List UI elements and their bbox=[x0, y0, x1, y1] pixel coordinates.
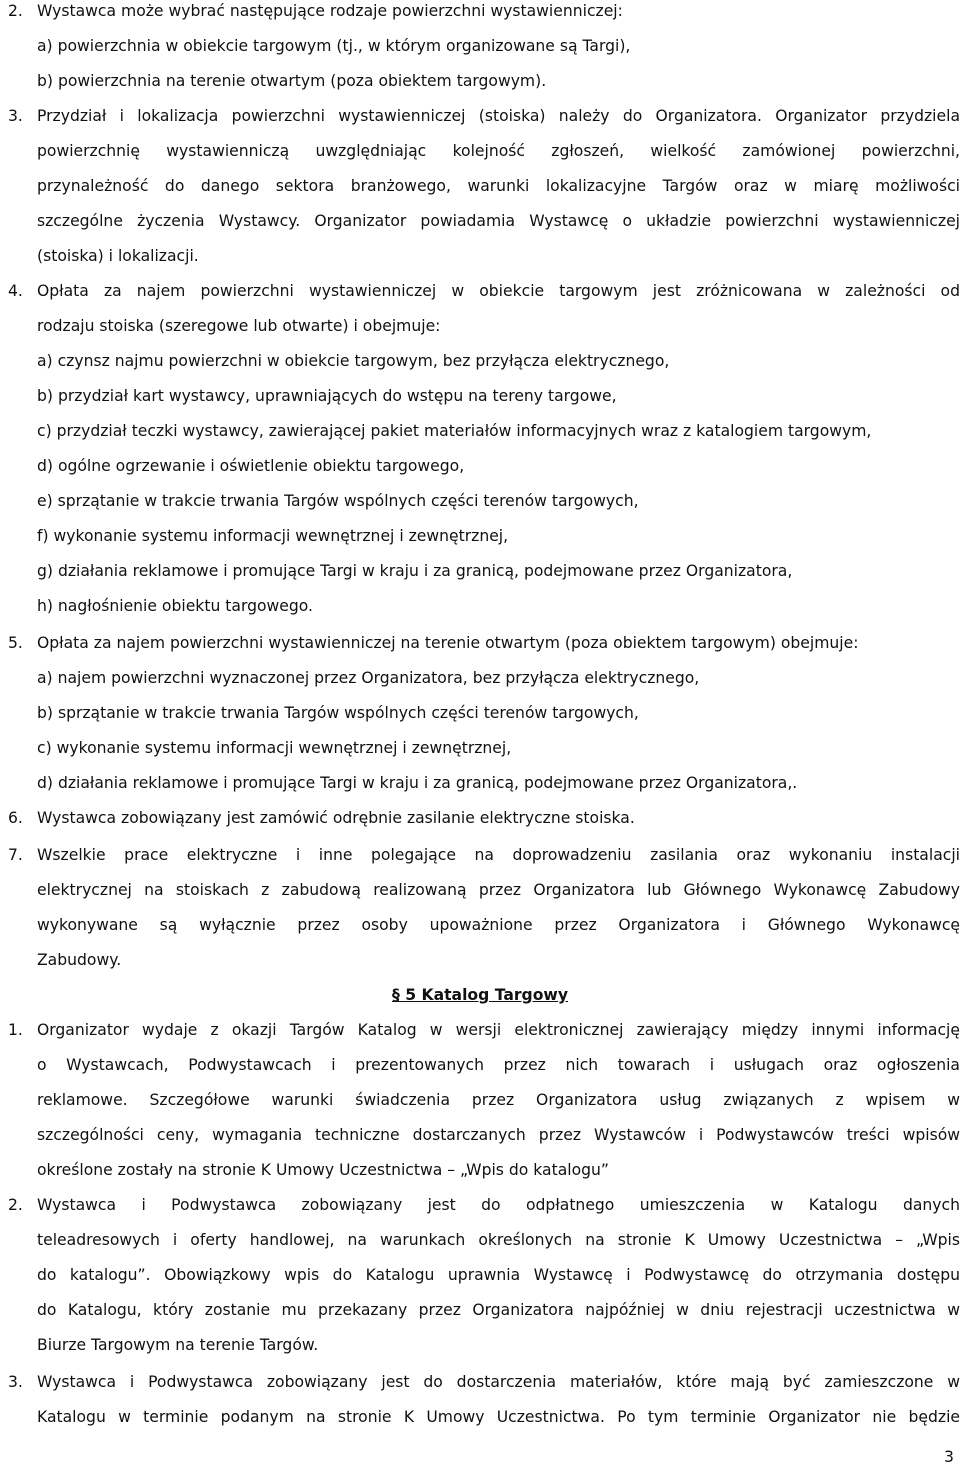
section-heading: § 5 Katalog Targowy bbox=[391, 986, 569, 1004]
item-line: a) najem powierzchni wyznaczonej przez Organizatora, bez przyłącza elektrycznego, bbox=[37, 669, 700, 687]
item-line: d) działania reklamowe i promujące Targi w kraju i za granicą, podejmowane przez Organizatora,. bbox=[37, 774, 798, 792]
item-line: b) przydział kart wystawcy, uprawniających do wstępu na tereny targowe, bbox=[37, 387, 617, 405]
item-line: Katalogu w terminie podanym na stronie K Umowy Uczestnictwa. Po tym terminie Organizator nie będzie bbox=[37, 1408, 960, 1426]
item-line: o Wystawcach, Podwystawcach i prezentowanych przez nich towarach i usługach oraz ogłoszenia bbox=[37, 1056, 960, 1074]
item-line: szczególne życzenia Wystawcy. Organizator powiadamia Wystawcę o układzie powierzchni wystawienniczej bbox=[37, 212, 960, 230]
item-line: Opłata za najem powierzchni wystawienniczej na terenie otwartym (poza obiektem targowym) obejmuje: bbox=[37, 634, 859, 652]
item-line: rodzaju stoiska (szeregowe lub otwarte) i obejmuje: bbox=[37, 317, 441, 335]
item-line: a) powierzchnia w obiekcie targowym (tj., w którym organizowane są Targi), bbox=[37, 37, 631, 55]
item-line: Wystawca zobowiązany jest zamówić odrębnie zasilanie elektryczne stoiska. bbox=[37, 809, 635, 827]
item-line: do katalogu”. Obowiązkowy wpis do Katalogu uprawnia Wystawcę i Podwystawcę do otrzymania dostępu bbox=[37, 1266, 960, 1284]
item-line: e) sprzątanie w trakcie trwania Targów wspólnych części terenów targowych, bbox=[37, 492, 639, 510]
item-number: 1. bbox=[8, 1021, 23, 1039]
item-line: h) nagłośnienie obiektu targowego. bbox=[37, 597, 313, 615]
item-line: Organizator wydaje z okazji Targów Katalog w wersji elektronicznej zawierający między innymi informację bbox=[37, 1021, 960, 1039]
item-line: elektrycznej na stoiskach z zabudową realizowaną przez Organizatora lub Głównego Wykonawcę Zabudowy bbox=[37, 881, 960, 899]
item-number: 7. bbox=[8, 846, 23, 864]
page-number: 3 bbox=[944, 1448, 954, 1466]
item-line: Przydział i lokalizacja powierzchni wystawienniczej (stoiska) należy do Organizatora. Organizator przydziela bbox=[37, 107, 960, 125]
item-number: 2. bbox=[8, 1196, 23, 1214]
item-line: f) wykonanie systemu informacji wewnętrznej i zewnętrznej, bbox=[37, 527, 509, 545]
item-number: 6. bbox=[8, 809, 23, 827]
item-line: Wystawca i Podwystawca zobowiązany jest do odpłatnego umieszczenia w Katalogu danych bbox=[37, 1196, 960, 1214]
item-line: b) sprzątanie w trakcie trwania Targów wspólnych części terenów targowych, bbox=[37, 704, 639, 722]
item-line: (stoiska) i lokalizacji. bbox=[37, 247, 199, 265]
item-line: g) działania reklamowe i promujące Targi w kraju i za granicą, podejmowane przez Organizatora, bbox=[37, 562, 793, 580]
item-number: 3. bbox=[8, 107, 23, 125]
item-line: Biurze Targowym na terenie Targów. bbox=[37, 1336, 319, 1354]
item-line: Wystawca i Podwystawca zobowiązany jest do dostarczenia materiałów, które mają być zamieszczone w bbox=[37, 1373, 960, 1391]
item-line: Wszelkie prace elektryczne i inne polegające na doprowadzeniu zasilania oraz wykonaniu instalacji bbox=[37, 846, 960, 864]
item-line: określone zostały na stronie K Umowy Uczestnictwa – „Wpis do katalogu” bbox=[37, 1161, 609, 1179]
item-line: Wystawca może wybrać następujące rodzaje powierzchni wystawienniczej: bbox=[37, 2, 623, 20]
item-line: wykonywane są wyłącznie przez osoby upoważnione przez Organizatora i Głównego Wykonawcę bbox=[37, 916, 960, 934]
item-line: c) wykonanie systemu informacji wewnętrznej i zewnętrznej, bbox=[37, 739, 512, 757]
item-line: reklamowe. Szczegółowe warunki świadczenia przez Organizatora usług związanych z wpisem w bbox=[37, 1091, 960, 1109]
item-number: 2. bbox=[8, 2, 23, 20]
item-line: teleadresowych i oferty handlowej, na warunkach określonych na stronie K Umowy Uczestnictwa – „Wpis bbox=[37, 1231, 960, 1249]
item-line: przynależność do danego sektora branżowego, warunki lokalizacyjne Targów oraz w miarę możliwości bbox=[37, 177, 960, 195]
item-line: powierzchnię wystawienniczą uwzględniając kolejność zgłoszeń, wielkość zamówionej powierzchni, bbox=[37, 142, 960, 160]
item-line: a) czynsz najmu powierzchni w obiekcie targowym, bez przyłącza elektrycznego, bbox=[37, 352, 670, 370]
item-line: do Katalogu, który zostanie mu przekazany przez Organizatora najpóźniej w dniu rejestracji uczestnictwa w bbox=[37, 1301, 960, 1319]
item-number: 5. bbox=[8, 634, 23, 652]
item-line: Opłata za najem powierzchni wystawienniczej w obiekcie targowym jest zróżnicowana w zależności od bbox=[37, 282, 960, 300]
item-number: 3. bbox=[8, 1373, 23, 1391]
item-line: Zabudowy. bbox=[37, 951, 122, 969]
item-number: 4. bbox=[8, 282, 23, 300]
item-line: b) powierzchnia na terenie otwartym (poza obiektem targowym). bbox=[37, 72, 547, 90]
item-line: szczególności ceny, wymagania techniczne dostarczanych przez Wystawców i Podwystawców treści wpisów bbox=[37, 1126, 960, 1144]
item-line: c) przydział teczki wystawcy, zawierającej pakiet materiałów informacyjnych wraz z katalogiem targowym, bbox=[37, 422, 872, 440]
item-line: d) ogólne ogrzewanie i oświetlenie obiektu targowego, bbox=[37, 457, 465, 475]
